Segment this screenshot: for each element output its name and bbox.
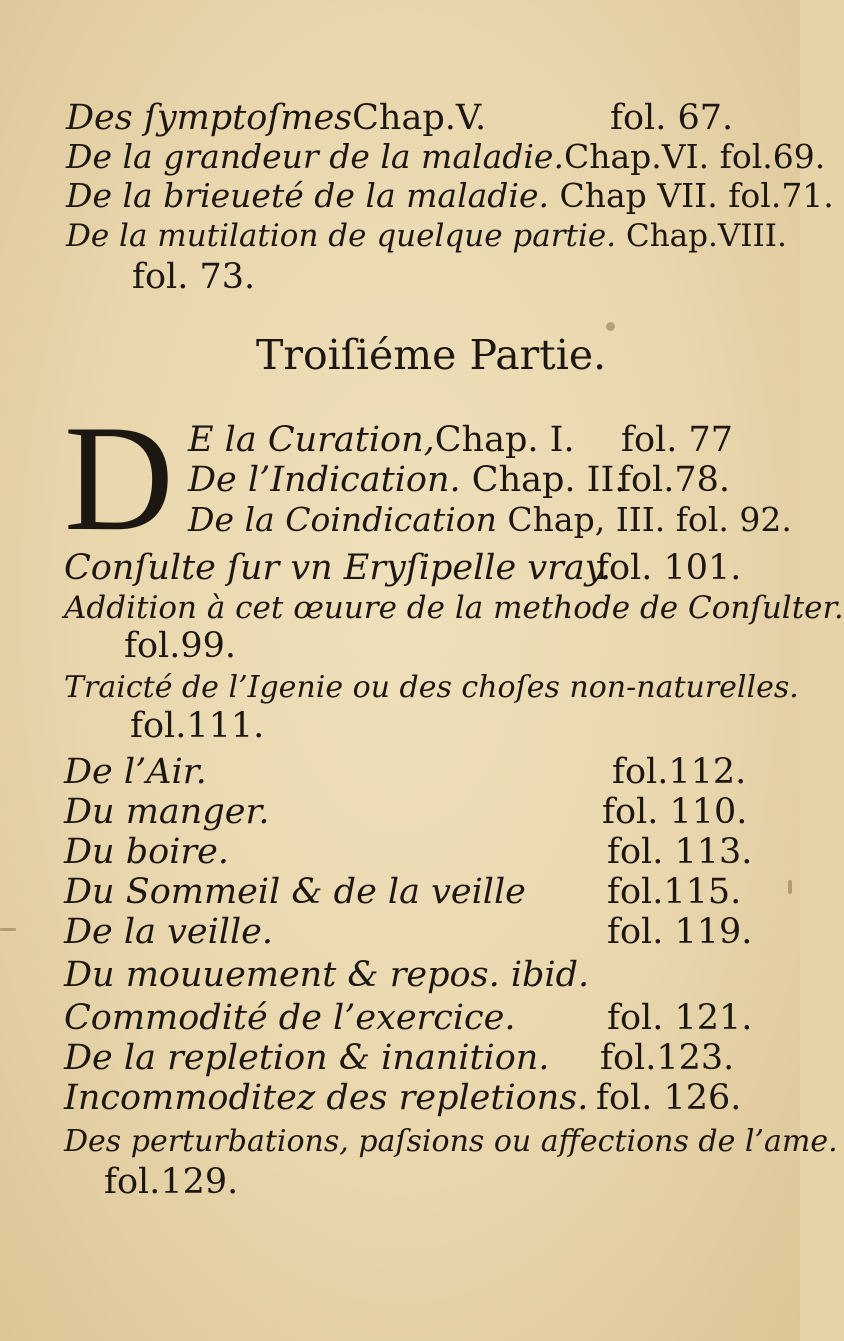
entry-chapter: Chap, III. — [507, 500, 666, 539]
entry-title: Des ſymptoſmes — [66, 98, 353, 138]
entry-title: De la brieueté de la maladie. — [66, 176, 549, 215]
toc-entry — [188, 500, 792, 540]
entry-title: Des perturbations, paſsions ou affections de l’ame. — [64, 1124, 838, 1159]
entry-folio: fol.71. — [728, 176, 834, 215]
entry-title: De l’Indication. — [188, 460, 461, 500]
drop-cap: D — [64, 394, 174, 562]
ink-spot — [0, 928, 16, 931]
entry-folio: fol.115. — [607, 872, 742, 912]
ink-spot — [788, 880, 792, 894]
entry-title: Du mouuement & repos. ibid. — [64, 955, 590, 995]
entry-chapter: Chap. I. — [434, 420, 575, 460]
entry-folio: fol. 110. — [602, 792, 748, 832]
entry-chapter: Chap. II. — [471, 460, 626, 500]
ink-spot — [606, 322, 615, 331]
toc-entry — [188, 420, 575, 460]
entry-folio: fol.99. — [124, 626, 237, 666]
entry-title: De la mutilation de quelque partie. — [66, 218, 617, 254]
entry-chapter: Chap.VI. — [563, 137, 710, 176]
entry-folio: fol. 121. — [607, 998, 753, 1038]
toc-entry — [66, 137, 825, 177]
entry-folio: fol. 67. — [610, 98, 734, 138]
entry-title: Traicté de l’Igenie ou des choſes non-naturelles. — [64, 670, 799, 705]
toc-entry — [66, 216, 787, 256]
entry-folio: fol.112. — [612, 752, 747, 792]
entry-folio: fol.78. — [618, 460, 731, 500]
toc-entry — [66, 98, 486, 138]
entry-folio: fol.111. — [130, 706, 265, 746]
entry-folio: fol. 77 — [621, 420, 734, 460]
entry-chapter: Chap VII. — [559, 176, 718, 215]
entry-title: Incommoditez des repletions. — [64, 1078, 589, 1118]
entry-title: Du boire. — [64, 832, 229, 872]
entry-title: Addition à cet œuure de la methode de Conſulter. — [64, 590, 844, 626]
toc-entry — [66, 176, 834, 216]
entry-title: E la Curation, — [188, 420, 435, 460]
entry-title: Du manger. — [64, 792, 270, 832]
entry-title: De l’Air. — [64, 752, 207, 792]
entry-folio: fol. 73. — [132, 257, 256, 297]
entry-title: De la Coindication — [188, 500, 497, 539]
entry-chapter: Chap.VIII. — [626, 218, 787, 254]
entry-folio: fol.69. — [719, 137, 826, 176]
entry-title: De la veille. — [64, 912, 273, 952]
toc-entry — [188, 460, 625, 500]
section-title: Troiſiéme Partie. — [256, 331, 607, 379]
entry-folio: fol. 126. — [596, 1078, 742, 1118]
entry-title: Commodité de l’exercice. — [64, 998, 516, 1038]
entry-title: De la repletion & inanition. — [64, 1038, 550, 1078]
entry-title: Conſulte ſur vn Eryſipelle vray. — [64, 548, 611, 588]
entry-folio: fol. 119. — [607, 912, 753, 952]
entry-title: De la grandeur de la maladie. — [66, 137, 564, 176]
entry-folio: fol. 92. — [675, 500, 792, 539]
entry-folio: fol. 113. — [607, 832, 753, 872]
entry-title: Du Sommeil & de la veille — [64, 872, 526, 912]
entry-chapter: Chap.V. — [352, 98, 487, 138]
entry-folio: fol.129. — [104, 1162, 239, 1202]
entry-folio: fol.123. — [600, 1038, 735, 1078]
entry-folio: fol. 101. — [596, 548, 742, 588]
